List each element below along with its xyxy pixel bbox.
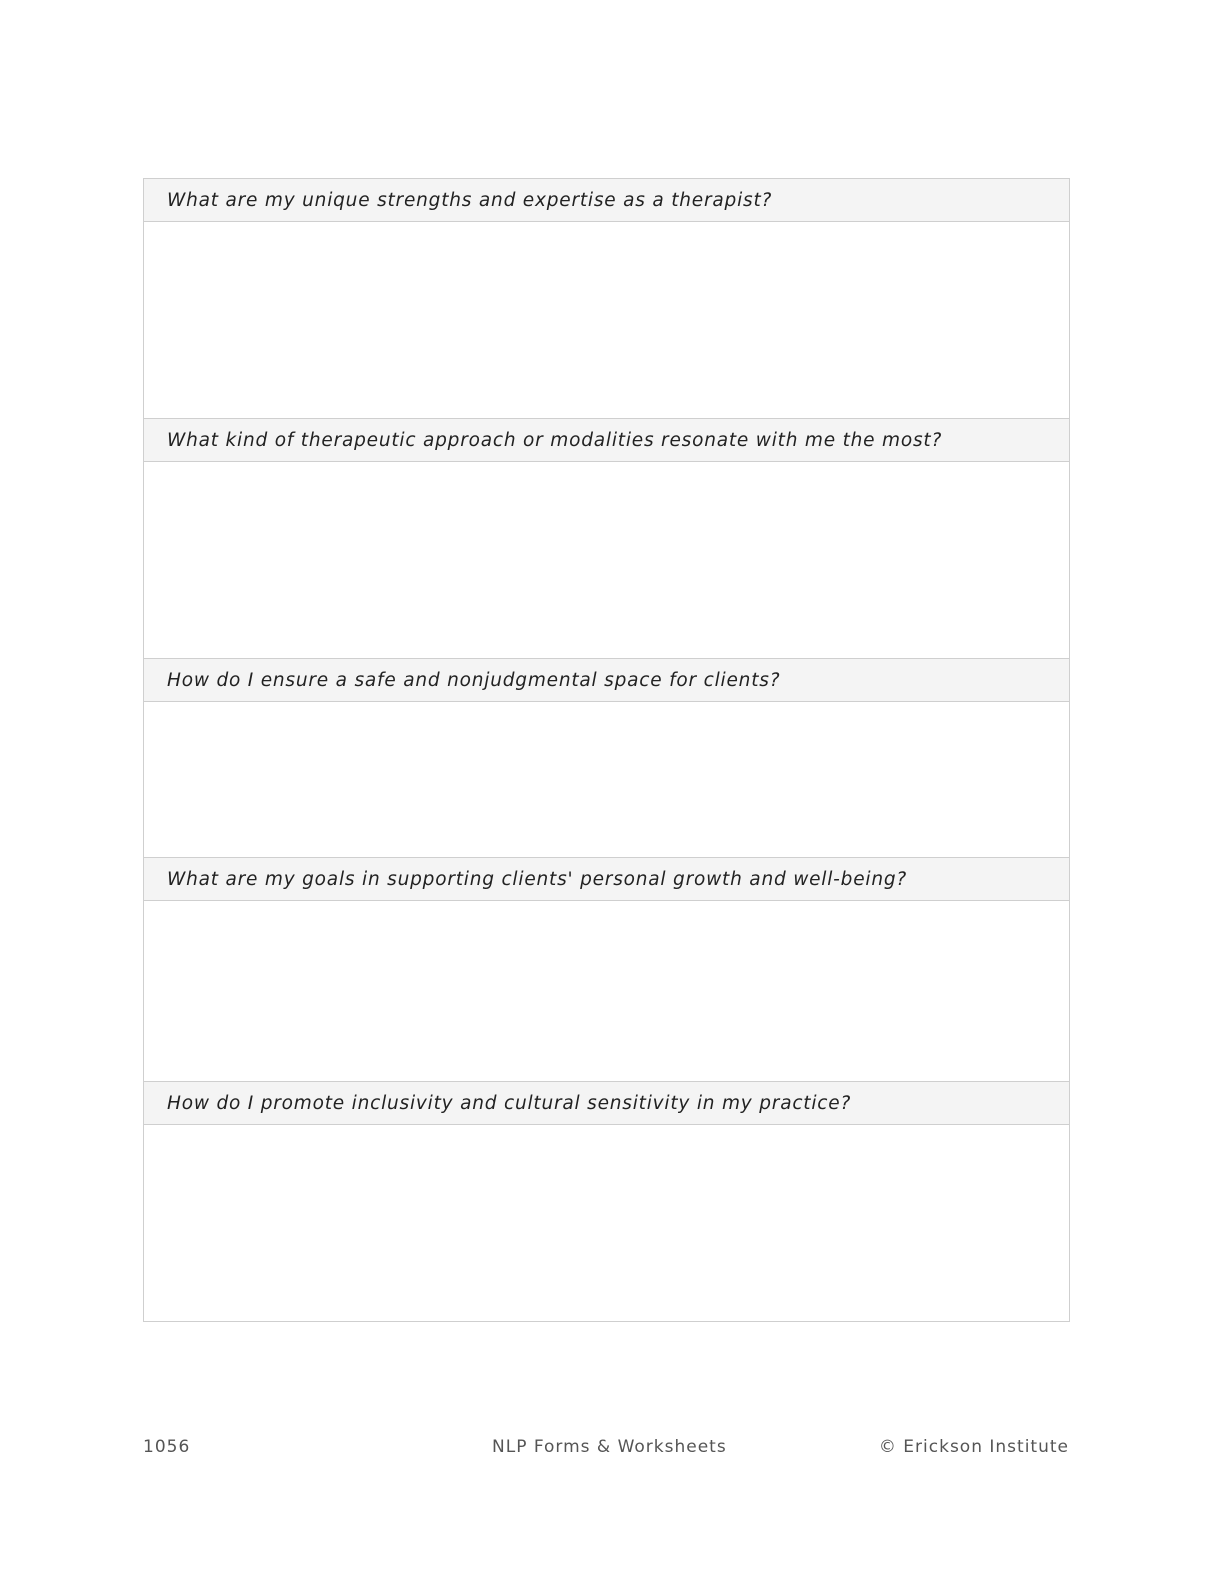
- question-header: [144, 858, 1069, 901]
- question-label: What are my unique strengths and expertise as a therapist?: [167, 189, 773, 211]
- answer-area[interactable]: [144, 901, 1069, 1082]
- page-number: 1056: [143, 1437, 191, 1457]
- question-header: [144, 419, 1069, 462]
- worksheet-form: [143, 178, 1070, 1322]
- answer-area[interactable]: [144, 1125, 1069, 1322]
- answer-area[interactable]: [144, 702, 1069, 858]
- answer-area[interactable]: [144, 462, 1069, 659]
- question-label: What kind of therapeutic approach or modalities resonate with me the most?: [167, 429, 943, 451]
- question-header: [144, 179, 1069, 222]
- document-title: NLP Forms & Worksheets: [492, 1437, 727, 1457]
- question-header: [144, 1082, 1069, 1125]
- answer-area[interactable]: [144, 222, 1069, 419]
- question-label: How do I ensure a safe and nonjudgmental space for clients?: [167, 669, 781, 691]
- question-label: What are my goals in supporting clients' personal growth and well-being?: [167, 868, 908, 890]
- question-header: [144, 659, 1069, 702]
- copyright: © Erickson Institute: [878, 1437, 1069, 1457]
- question-label: How do I promote inclusivity and cultural sensitivity in my practice?: [167, 1092, 852, 1114]
